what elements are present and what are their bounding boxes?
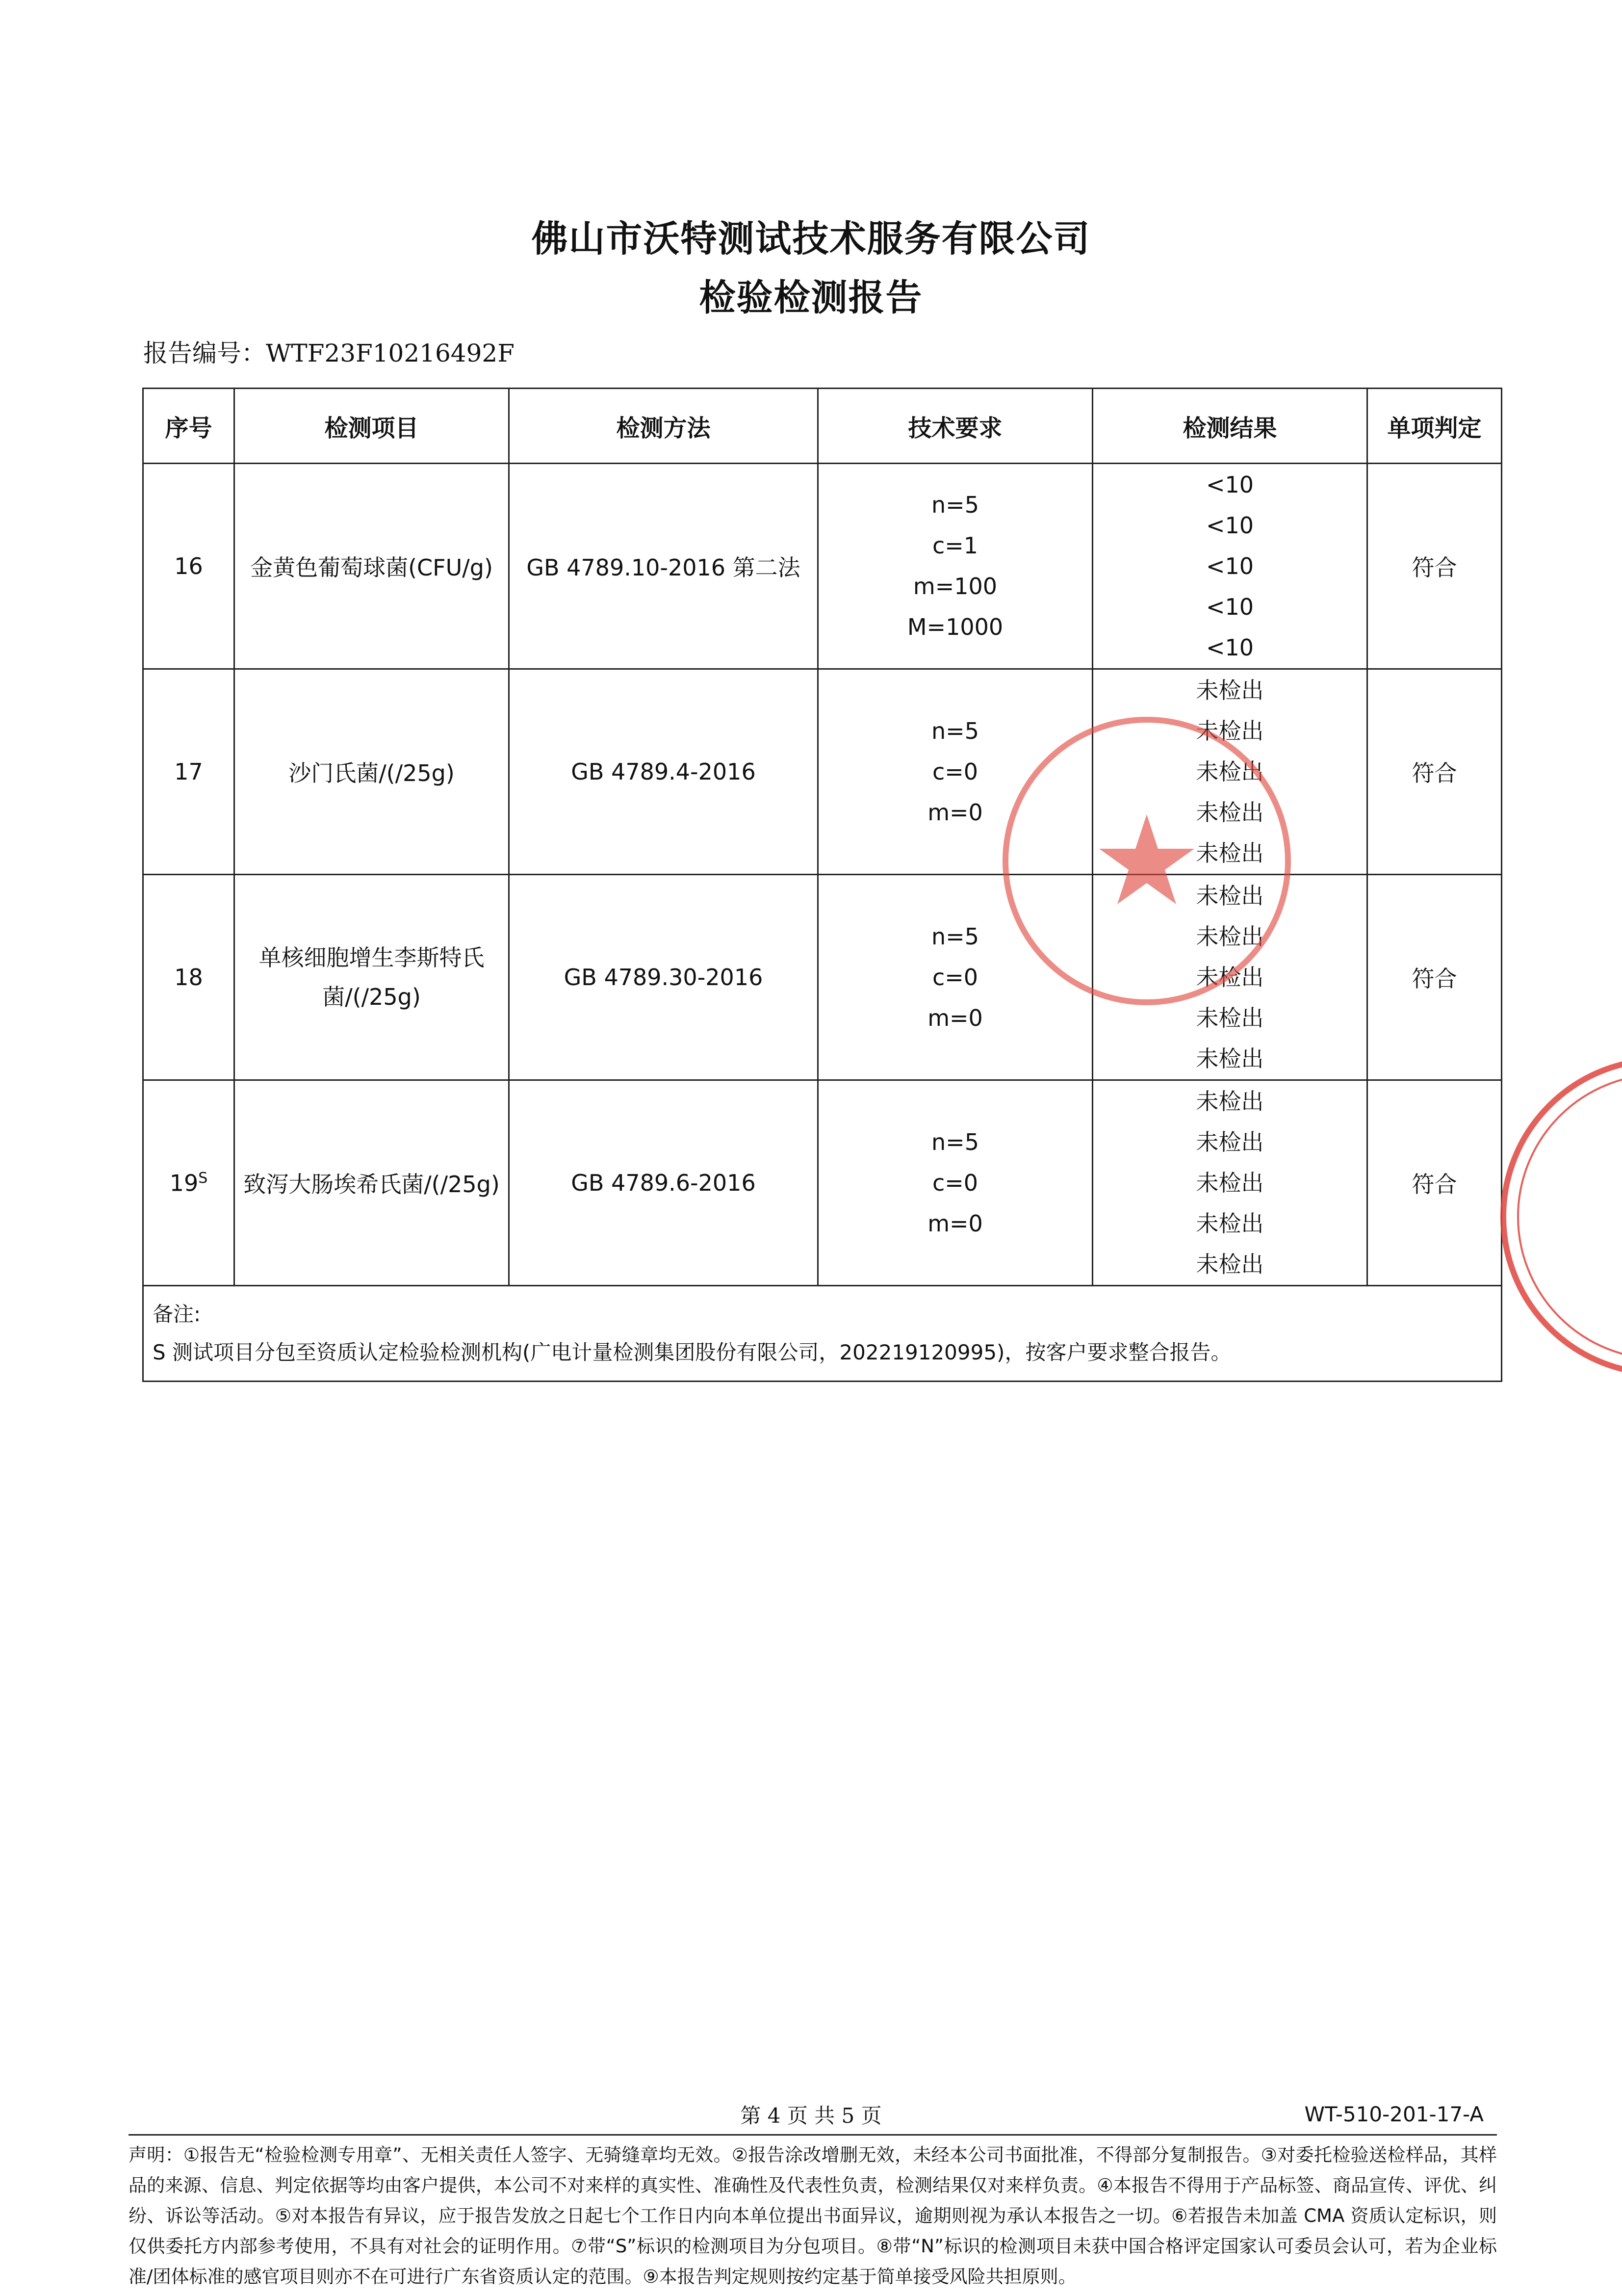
document-code: WT-510-201-17-A	[1304, 2102, 1484, 2126]
result-line: 未检出	[1196, 1045, 1264, 1072]
results	[1093, 1080, 1367, 1286]
test-method: GB 4789.6-2016	[509, 1080, 818, 1286]
requirement-line: m=0	[927, 1210, 983, 1237]
judgement: 符合	[1367, 669, 1502, 875]
test-method: GB 4789.10-2016 第二法	[509, 464, 818, 669]
judgement: 符合	[1367, 875, 1502, 1080]
requirement-line: c=0	[932, 1169, 978, 1196]
column-header: 检测方法	[509, 389, 818, 464]
requirement-line: M=1000	[907, 614, 1004, 640]
requirements	[818, 1080, 1093, 1286]
results	[1093, 464, 1367, 669]
result-line: 未检出	[1196, 882, 1264, 909]
result-line: 未检出	[1196, 923, 1264, 950]
result-line: <10	[1206, 593, 1254, 620]
requirement-line: c=0	[932, 964, 978, 991]
test-item: 单核细胞增生李斯特氏菌/(/25g)	[234, 875, 509, 1080]
requirement-line: c=1	[932, 532, 978, 559]
result-line: <10	[1206, 552, 1254, 579]
result-line: 未检出	[1196, 1128, 1264, 1155]
result-line: 未检出	[1196, 1169, 1264, 1196]
result-line: 未检出	[1196, 677, 1264, 704]
seal-star-icon	[1099, 814, 1194, 904]
edge-seal-inner-ring	[1518, 1074, 1622, 1359]
requirements	[818, 464, 1093, 669]
column-header: 检测项目	[234, 389, 509, 464]
test-item: 沙门氏菌/(/25g)	[234, 669, 509, 875]
requirement-line: n=5	[931, 1128, 979, 1155]
requirement-line: m=0	[927, 799, 983, 826]
page-number: 第 4 页 共 5 页	[740, 2104, 882, 2128]
table-row	[143, 669, 1502, 875]
report-number	[143, 334, 515, 369]
table-header-row	[143, 389, 1502, 464]
result-line: 未检出	[1196, 1004, 1264, 1031]
test-method: GB 4789.4-2016	[509, 669, 818, 875]
result-line: 未检出	[1196, 839, 1264, 866]
judgement: 符合	[1367, 1080, 1502, 1286]
report-number-label: 报告编号：	[143, 339, 266, 367]
result-line: 未检出	[1196, 799, 1264, 826]
item-number: 18	[143, 875, 234, 1080]
subcontract-mark: S	[198, 1169, 208, 1187]
requirement-line: n=5	[931, 717, 979, 744]
column-header: 单项判定	[1367, 389, 1502, 464]
requirement-line: n=5	[931, 923, 979, 950]
column-header: 检测结果	[1093, 389, 1367, 464]
judgement: 符合	[1367, 464, 1502, 669]
remarks-text: S 测试项目分包至资质认定检验检测机构(广电计量检测集团股份有限公司，202219120995)，按客户要求整合报告。	[153, 1340, 1232, 1364]
column-header: 技术要求	[818, 389, 1093, 464]
table-row	[143, 464, 1502, 669]
table-row	[143, 875, 1502, 1080]
result-line: 未检出	[1196, 1088, 1264, 1115]
item-number: 16	[143, 464, 234, 669]
requirement-line: m=100	[913, 573, 998, 600]
remarks	[143, 1286, 1502, 1382]
result-line: 未检出	[1196, 1251, 1264, 1278]
result-line: 未检出	[1196, 717, 1264, 744]
report-title: 检验检测报告	[699, 277, 923, 319]
requirement-line: c=0	[932, 758, 978, 785]
result-line: <10	[1206, 634, 1254, 661]
report-number-value: WTF23F10216492F	[266, 339, 515, 367]
result-line: 未检出	[1196, 964, 1264, 991]
remarks-row	[143, 1286, 1502, 1382]
test-method: GB 4789.30-2016	[509, 875, 818, 1080]
result-line: 未检出	[1196, 758, 1264, 785]
table-row	[143, 1080, 1502, 1286]
company-name: 佛山市沃特测试技术服务有限公司	[531, 218, 1091, 260]
disclaimer: 声明：①报告无“检验检测专用章”、无相关责任人签字、无骑缝章均无效。②报告涂改增删无效，未经本公司书面批准，不得部分复制报告。③对委托检验送检样品，其样品的来源、信息、判定依据等均由客户提供，本公司不对来样的真实性、准确性及代表性负责，检测结果仅对来样负责。④本报告不得用于产品标签、商品宣传、评优、纠纷、诉讼等活动。⑤对本报告有异议，应于报告发放之日起七个工作日内向本单位提出书面异议，逾期则视为承认本报告之一切。⑥若报告未加盖 CMA 资质认定标识，则仅供委托方内部参考使用，不具有对社会的证明作用。⑦带“S”标识的检测项目为分包项目。⑧带“N”标识的检测项目未获中国合格评定国家认可委员会认可，若为企业标准/团体标准的感官项目则亦不在可进行广东省资质认定的范围。⑨本报告判定规则按约定基于简单接受风险共担原则。	[129, 2144, 1497, 2287]
test-item: 致泻大肠埃希氏菌/(/25g)	[234, 1080, 509, 1286]
item-number: 17	[143, 669, 234, 875]
remarks-label: 备注:	[153, 1302, 201, 1326]
result-line: <10	[1206, 471, 1254, 498]
test-item: 金黄色葡萄球菌(CFU/g)	[234, 464, 509, 669]
edge-seal	[1491, 1045, 1622, 1388]
result-line: 未检出	[1196, 1210, 1264, 1237]
result-line: <10	[1206, 512, 1254, 539]
footer-divider	[129, 2134, 1497, 2136]
company-seal	[1000, 714, 1294, 1008]
column-header: 序号	[143, 389, 234, 464]
requirement-line: m=0	[927, 1004, 983, 1031]
results-table	[142, 388, 1502, 1382]
edge-seal-ring	[1503, 1060, 1622, 1374]
item-number: $19^S$	[143, 1080, 234, 1286]
requirement-line: n=5	[931, 492, 979, 518]
